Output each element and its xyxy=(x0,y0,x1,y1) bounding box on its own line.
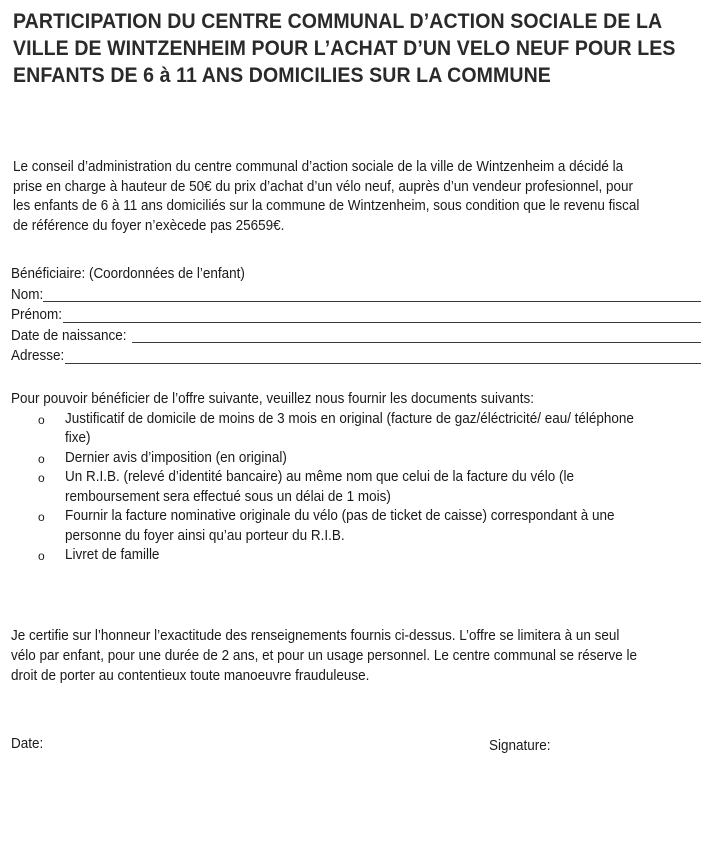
document-item-line: personne du foyer ainsi qu’au porteur du R.I.B. xyxy=(65,527,345,544)
document-item-line: Livret de famille xyxy=(65,547,160,563)
certification-paragraph xyxy=(11,626,701,686)
bullet-circle-icon: o xyxy=(38,451,45,466)
nom-label: Nom: xyxy=(11,286,44,303)
certification-line: droit de porter au contentieux toute manoeuvre frauduleuse. xyxy=(11,668,370,684)
list-item xyxy=(11,468,701,507)
intro-line: les enfants de 6 à 11 ans domiciliés sur la commune de Wintzenheim, sous condition que le revenu fiscal xyxy=(13,198,640,214)
document-item-line: fixe) xyxy=(65,430,91,446)
intro-line: de référence du foyer n’exècede pas 25659€. xyxy=(13,217,285,234)
title-line: ENFANTS DE 6 à 11 ANS DOMICILIES SUR LA COMMUNE xyxy=(13,64,551,87)
documents-list xyxy=(11,410,701,566)
title-line: PARTICIPATION DU CENTRE COMMUNAL D’ACTION SOCIALE DE LA xyxy=(13,10,663,33)
required-documents xyxy=(11,390,701,566)
bullet-circle-icon: o xyxy=(38,549,45,563)
title-line: VILLE DE WINTZENHEIM POUR L’ACHAT D’UN VELO NEUF POUR LES xyxy=(13,37,676,60)
adresse-label: Adresse: xyxy=(11,348,65,364)
certification-line: Je certifie sur l’honneur l’exactitude des renseignements fournis ci-dessus. L’offre se limitera à un seul xyxy=(11,628,620,644)
nom-field[interactable] xyxy=(11,285,701,306)
documents-intro: Pour pouvoir bénéficier de l’offre suivante, veuillez nous fournir les documents suivants: xyxy=(11,391,534,407)
beneficiary-form xyxy=(11,264,701,367)
prenom-field[interactable] xyxy=(11,305,701,326)
list-item xyxy=(11,410,701,449)
nom-input-line[interactable] xyxy=(43,300,701,302)
bullet-circle-icon: o xyxy=(38,412,45,427)
date-label: Date: xyxy=(11,736,44,752)
document-item-line: Justificatif de domicile de moins de 3 mois en original (facture de gaz/éléctricité/ eau/ téléphone xyxy=(65,410,634,427)
intro-line: prise en charge à hauteur de 50€ du prix d’achat d’un vélo neuf, auprès d’un vendeur profesionnel, pour xyxy=(13,178,633,195)
document-item-line: Fournir la facture nominative originale du vélo (pas de ticket de caisse) correspondant à une xyxy=(65,508,615,524)
bullet-circle-icon: o xyxy=(38,510,45,524)
adresse-field[interactable] xyxy=(11,346,701,367)
list-item xyxy=(11,507,701,546)
document-item-line: Dernier avis d’imposition (en original) xyxy=(65,449,287,466)
list-item xyxy=(11,449,701,469)
date-naissance-field[interactable] xyxy=(11,326,701,347)
intro-line: Le conseil d’administration du centre communal d’action sociale de la ville de Wintzenheim a décidé la xyxy=(13,159,624,175)
list-item xyxy=(11,546,701,566)
prenom-input-line[interactable] xyxy=(63,321,701,323)
date-naissance-label: Date de naissance: xyxy=(11,327,127,344)
beneficiary-heading: Bénéficiaire: (Coordonnées de l’enfant) xyxy=(11,266,245,282)
document-title xyxy=(13,8,703,89)
document-item-line: Un R.I.B. (relevé d’identité bancaire) au même nom que celui de la facture du vélo (le xyxy=(65,469,574,485)
date-naissance-input-line[interactable] xyxy=(132,341,701,343)
signature-label: Signature: xyxy=(489,738,551,754)
adresse-input-line[interactable] xyxy=(65,362,701,364)
document-item-line: remboursement sera effectué sous un délai de 1 mois) xyxy=(65,488,391,505)
prenom-label: Prénom: xyxy=(11,307,62,323)
intro-paragraph xyxy=(13,158,703,236)
certification-line: vélo par enfant, pour une durée de 2 ans, et pour un usage personnel. Le centre communal se réserve le xyxy=(11,648,637,664)
bullet-circle-icon: o xyxy=(38,471,45,485)
